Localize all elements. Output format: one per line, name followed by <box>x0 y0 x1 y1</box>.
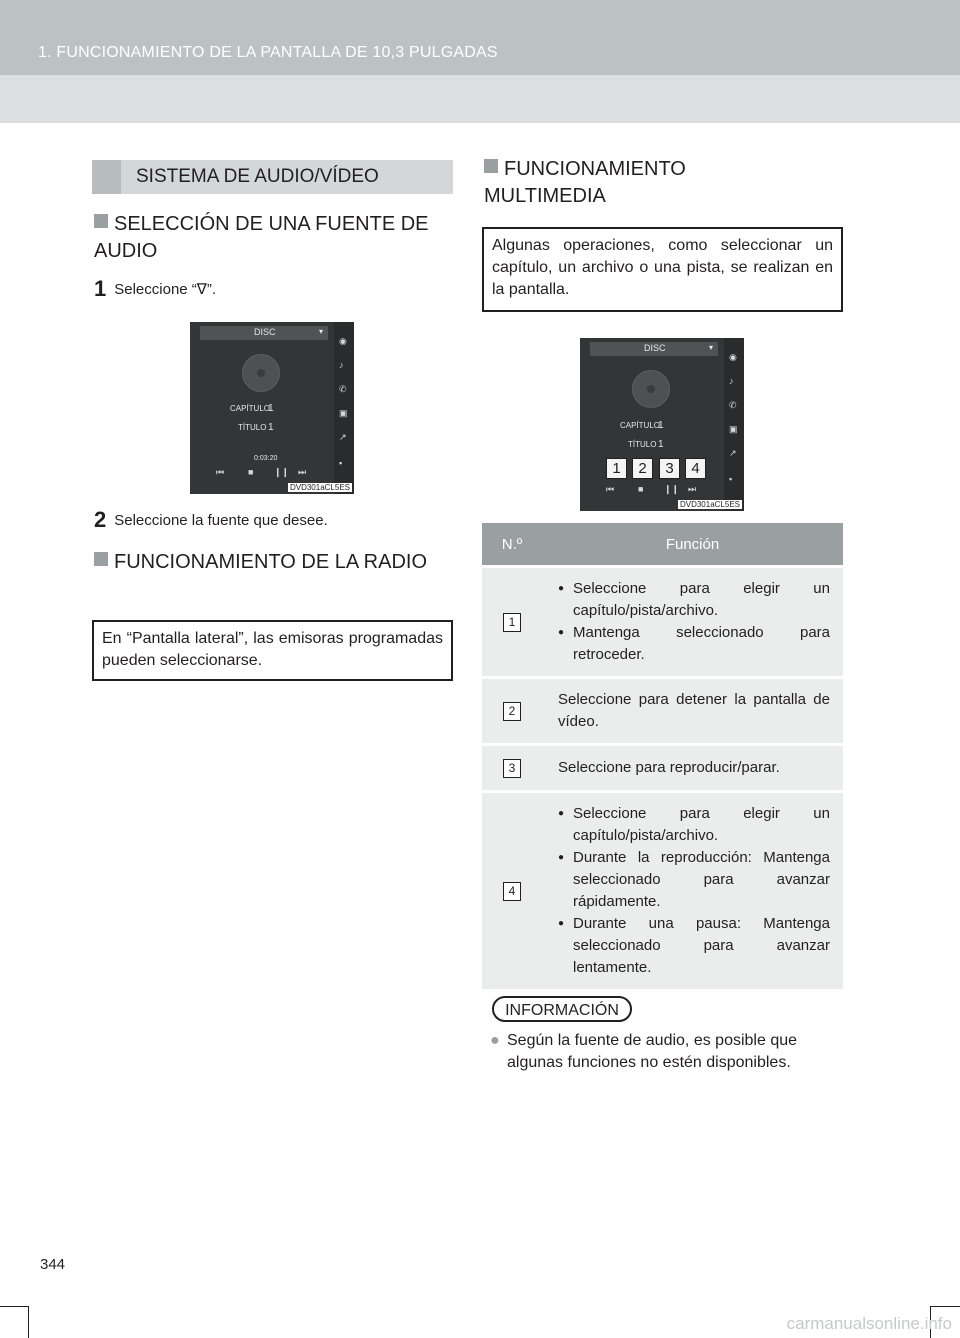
row-text: Seleccione para reproducir/parar. <box>542 745 843 792</box>
section-title: SISTEMA DE AUDIO/VÍDEO <box>136 166 379 187</box>
table-row <box>482 567 843 678</box>
stop-icon: ■ <box>638 484 644 494</box>
crop-mark <box>931 1306 960 1307</box>
callout-3: 3 <box>659 458 680 479</box>
image-icon: ▣ <box>339 408 348 418</box>
subhead-radio: FUNCIONAMIENTO DE LA RADIO <box>94 549 454 576</box>
info-note: ● Según la fuente de audio, es posible que algunas funciones no estén disponibles. <box>490 1032 798 1071</box>
image-label: DVD301aCL5ES <box>289 483 350 492</box>
title-value: 1 <box>268 422 274 433</box>
step-1: 1 Seleccione “∇”. <box>94 276 216 301</box>
step-number: 2 <box>94 507 107 532</box>
list-item: ● Durante una pausa: Mantenga seleccionado para avanzar lentamente. <box>558 913 830 979</box>
row-text: Seleccione para detener la pantalla de vídeo. <box>542 678 843 745</box>
square-bullet-icon <box>484 159 498 173</box>
next-icon: ⏭ <box>298 467 307 477</box>
subhead-audio-source: SELECCIÓN DE UNA FUENTE DE AUDIO <box>94 213 429 262</box>
dropdown-icon: ▾ <box>319 327 324 336</box>
header-bar <box>0 0 960 75</box>
dropdown-icon: ▾ <box>709 343 714 352</box>
audio-screen-image <box>190 322 354 494</box>
callout-2: 2 <box>632 458 653 479</box>
title-value: 1 <box>658 439 664 450</box>
chapter-value: 1 <box>268 403 274 414</box>
image-icon: ▣ <box>729 424 738 434</box>
menu-icon: ▪ <box>729 474 733 484</box>
crop-mark <box>28 1306 29 1338</box>
side-bar <box>334 322 354 494</box>
callout-4: 4 <box>685 458 706 479</box>
table-header-row <box>482 523 843 567</box>
prev-icon: ⏮ <box>216 467 225 477</box>
chapter-label: CAPÍTULO <box>620 421 661 430</box>
radio-note-box: En “Pantalla lateral”, las emisoras programadas pueden seleccionarse. <box>92 620 453 681</box>
step-2: 2 Seleccione la fuente que desee. <box>94 507 328 532</box>
multimedia-note-box: Algunas operaciones, como seleccionar un capítulo, un archivo o una pista, se realizan en la pantalla. <box>482 227 843 312</box>
pause-icon: ❙❙ <box>274 467 290 477</box>
table-row <box>482 678 843 745</box>
music-icon: ♪ <box>339 360 344 370</box>
side-bar <box>724 338 744 511</box>
square-bullet-icon <box>94 214 108 228</box>
next-icon: ⏭ <box>688 484 697 494</box>
route-icon: ↗ <box>729 448 737 458</box>
music-icon: ♪ <box>729 376 734 386</box>
info-label: INFORMACIÓN <box>492 996 632 1022</box>
row-number: 3 <box>503 759 521 778</box>
pause-icon: ❙❙ <box>664 484 680 494</box>
subhead-multimedia: FUNCIONAMIENTO MULTIMEDIA <box>484 158 686 207</box>
row-number: 2 <box>503 702 521 721</box>
phone-icon: ✆ <box>729 400 737 410</box>
image-label: DVD301aCL5ES <box>679 500 740 509</box>
chapter-label: CAPÍTULO <box>230 404 271 413</box>
title-label: TÍTULO <box>628 440 657 449</box>
source-name: DISC <box>254 327 276 337</box>
function-table <box>482 523 843 989</box>
multimedia-screen-image <box>580 338 744 511</box>
bullet-icon: ● <box>490 1032 500 1049</box>
list-item: ● Durante la reproducción: Mantenga seleccionado para avanzar rápidamente. <box>558 847 830 913</box>
route-icon: ↗ <box>339 432 347 442</box>
header-no: N.º <box>482 523 542 567</box>
step-number: 1 <box>94 276 107 301</box>
page-number: 344 <box>40 1256 66 1273</box>
row-number: 1 <box>503 613 521 632</box>
section-title-bar <box>92 160 453 194</box>
phone-icon: ✆ <box>339 384 347 394</box>
row-number: 4 <box>503 882 521 901</box>
crop-mark <box>0 1306 28 1307</box>
chapter-value: 1 <box>658 420 664 431</box>
list-item: ● Seleccione para elegir un capítulo/pista/archivo. <box>558 803 830 847</box>
table-row <box>482 745 843 792</box>
time-readout: 0:03:20 <box>254 455 278 462</box>
prev-icon: ⏮ <box>606 484 615 494</box>
callout-1: 1 <box>606 458 627 479</box>
menu-icon: ▪ <box>339 458 343 468</box>
section-tab <box>92 160 121 194</box>
list-item: ● Seleccione para elegir un capítulo/pista/archivo. <box>558 578 830 622</box>
title-label: TÍTULO <box>238 423 267 432</box>
chapter-header: 1. FUNCIONAMIENTO DE LA PANTALLA DE 10,3 PULGADAS <box>38 44 498 61</box>
radio-icon: ◉ <box>339 336 347 346</box>
header-function: Función <box>542 523 843 567</box>
stop-icon: ■ <box>248 467 254 477</box>
list-item: ● Mantenga seleccionado para retroceder. <box>558 622 830 666</box>
disc-icon <box>242 354 280 392</box>
watermark: carmanualsonline.info <box>786 1314 952 1333</box>
disc-icon <box>632 370 670 408</box>
table-row <box>482 792 843 990</box>
square-bullet-icon <box>94 552 108 566</box>
source-name: DISC <box>644 343 666 353</box>
radio-icon: ◉ <box>729 352 737 362</box>
